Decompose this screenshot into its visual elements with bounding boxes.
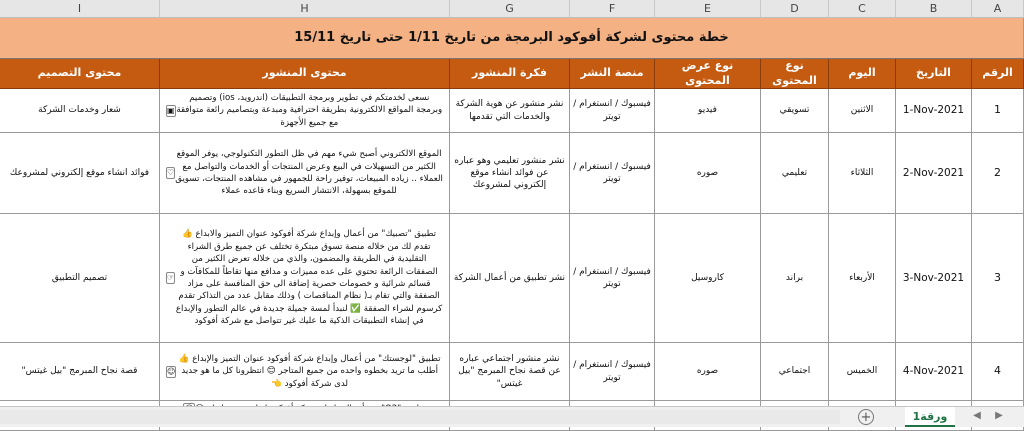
row3-display[interactable]: كاروسيل [655,214,761,343]
row2-post[interactable] [160,133,450,214]
row2-day[interactable]: الثلاثاء [829,133,896,214]
heart-icon: ♡ [167,168,175,177]
column-header-b[interactable]: B [896,0,972,18]
row4-platform[interactable]: فيسبوك / انستغرام / تويتر [570,343,655,401]
row2-platform[interactable]: فيسبوك / انستغرام / تويتر [570,133,655,214]
scroll-tabs-left-icon[interactable]: ◀ [973,410,981,421]
header-type[interactable]: نوع المحتوى [761,59,829,89]
sheet-tab-1[interactable]: ورقة1 [905,407,955,427]
row4-post[interactable] [160,343,450,401]
header-idea[interactable]: فكرة المنشور [450,59,570,89]
column-header-a[interactable]: A [972,0,1024,18]
row4-num[interactable]: 4 [972,343,1024,401]
row1-post-text: نسعى لخدمتكم في تطوير وبرمجة التطبيقات (اندرويد، ios) وتصميم وبرمجة المواقع الالكترونية بطريقة احترافية ومبدعة وبتصاميم رائعة متوافقة مع جميع الأجهزة [176,92,443,128]
row2-type[interactable]: تعليمي [761,133,829,214]
spreadsheet-grid[interactable] [0,18,1024,406]
row3-idea[interactable]: نشر تطبيق من أعمال الشركة [450,214,570,343]
plan-title[interactable]: خطة محتوى لشركة أفوكود البرمجة من تاريخ 1/11 حتى تاريخ 15/11 [0,18,1024,59]
row2-idea[interactable]: نشر منشور تعليمي وهو عباره عن فوائد انشاء موقع إلكتروني لمشروعك [450,133,570,214]
header-display[interactable]: نوع عرض المحتوى [655,59,761,89]
row1-platform[interactable]: فيسبوك / انستغرام / تويتر [570,89,655,133]
column-header-h[interactable]: H [160,0,450,18]
header-platform[interactable]: منصة النشر [570,59,655,89]
row3-num[interactable]: 3 [972,214,1024,343]
row4-idea[interactable]: نشر منشور اجتماعي عباره عن قصة نجاح المبرمج "بيل غيتس" [450,343,570,401]
row3-design[interactable]: تصميم التطبيق [0,214,160,343]
row1-day[interactable]: الاثنين [829,89,896,133]
scroll-tabs-right-icon[interactable]: ▶ [995,410,1003,421]
pointing-hand-icon: ☞ [167,273,175,282]
row1-date[interactable]: 1-Nov-2021 [896,89,972,133]
header-post[interactable]: محتوى المنشور [160,59,450,89]
row2-post-text: الموقع الالكتروني أصبح شيء مهم في ظل التطور التكنولوجي، يوفر الموقع الكثير من التسهيلات في البيع وعرض المنتجات أو الخدمات والتواصل مع العملاء .. زياده المبيعات، توفير راحة للجمهور في مشاهده المنتجات، تسويق للموقع بسهولة، الانتشار السريع وبناء قاعده عملاء [175,149,443,197]
row1-num[interactable]: 1 [972,89,1024,133]
row4-type[interactable]: اجتماعي [761,343,829,401]
header-date[interactable]: التاريخ [896,59,972,89]
row1-display[interactable]: فيديو [655,89,761,133]
horizontal-scrollbar[interactable] [0,410,840,424]
column-header-d[interactable]: D [761,0,829,18]
column-header-f[interactable]: F [570,0,655,18]
row1-type[interactable]: تسويقي [761,89,829,133]
row3-type[interactable]: براند [761,214,829,343]
add-sheet-button[interactable]: + [858,409,874,425]
laptop-phone-icon: ▣ [167,105,175,115]
row4-design[interactable]: قصة نجاح المبرمج "بيل غيتس" [0,343,160,401]
row3-platform[interactable]: فيسبوك / انستغرام / تويتر [570,214,655,343]
column-header-g[interactable]: G [450,0,570,18]
row4-day[interactable]: الخميس [829,343,896,401]
row1-idea[interactable]: نشر منشور عن هوية الشركة والخدمات التي تقدمها [450,89,570,133]
row4-date[interactable]: 4-Nov-2021 [896,343,972,401]
row3-post-text: تطبيق "تصبيك" من أعمال وإبداع شركة أفوكود عنوان التميز والابداع 👍 تقدم لك من خلاله منصة تسوق مبتكرة تختلف عن جميع طرق الشراء التقليدية في الطريقة والمضمون، والذي من خلاله تعرض الكثير من الصفقات الرائعة تحتوي على عده مميزات و مدافع منها تقاطاً للمكافآت و قسائم شرائية و خصومات حصرية إضافة الى حق المنافسة على مزاد الصفقة والتي تقام بـ( نظام المناقصات ) وذلك مقابل عدد من التذاكر تقدم كرسوم لشراء الصفقة ✅ لنبدأ لمسة جميلة جديدة في عالم التطور والإبداع في إنشاء التطبيقات الذكية ما عليك غير تتواصل مع شركة أفوكود [175,229,443,327]
row4-post-text: تطبيق "لوجستك" من أعمال وإبداع شركة أفوكود عنوان التميز والإبداع 👍 أطلب ما تريد بخطوه واحده من جميع المتاجر 😊 انتظرونا كل ما هو جديد لدى شركة أفوكود 👈 [178,353,441,389]
header-num[interactable]: الرقم [972,59,1024,89]
row2-date[interactable]: 2-Nov-2021 [896,133,972,214]
row3-post[interactable] [160,214,450,343]
sheet-tab-bar [0,406,1024,427]
row1-post[interactable] [160,89,450,133]
column-header-e[interactable]: E [655,0,761,18]
row4-display[interactable]: صوره [655,343,761,401]
row3-date[interactable]: 3-Nov-2021 [896,214,972,343]
row2-design[interactable]: فوائد انشاء موقع إلكتروني لمشروعك [0,133,160,214]
header-design[interactable]: محتوى التصميم [0,59,160,89]
column-header-i[interactable]: I [0,0,160,18]
smile-icon: ☺ [167,366,176,376]
header-day[interactable]: اليوم [829,59,896,89]
row3-day[interactable]: الأربعاء [829,214,896,343]
row1-design[interactable]: شعار وخدمات الشركة [0,89,160,133]
row2-num[interactable]: 2 [972,133,1024,214]
column-header-c[interactable]: C [829,0,896,18]
row2-display[interactable]: صوره [655,133,761,214]
